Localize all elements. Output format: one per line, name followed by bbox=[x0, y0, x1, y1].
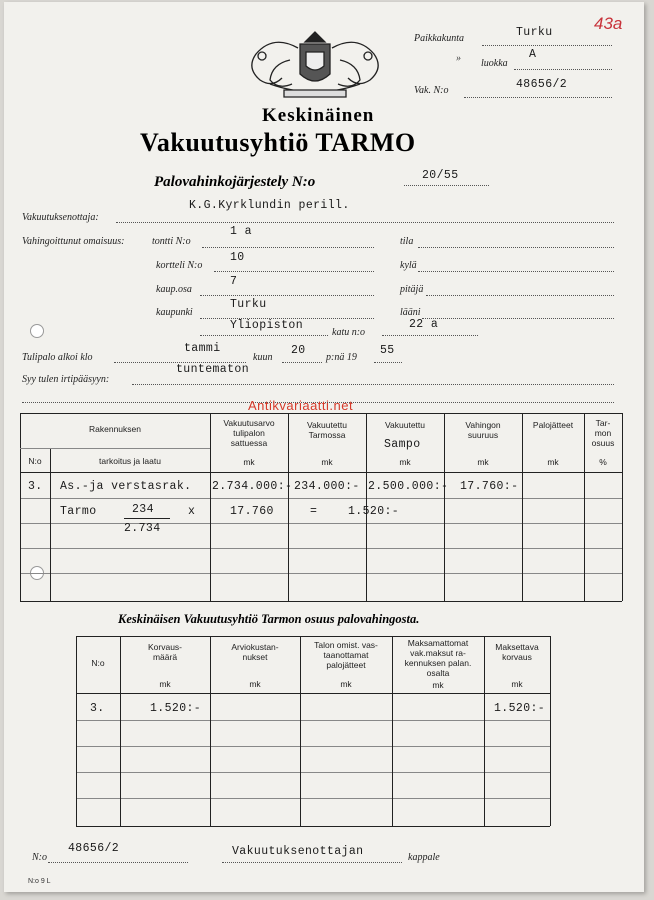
t2-th-maksettava: Maksettava korvaus bbox=[495, 642, 539, 662]
th-rakennuksen: Rakennuksen bbox=[89, 424, 141, 434]
document-page: Paikkakunta Turku 43a » luokka A Vak. N:o 48656/2 Keskinäinen Vakuutusyhtiö TARMO Palovahinkojärjestely N:o 20/55 Vakuutuksenottaja: K.G.Kyrklundin perill. Vahingoittunut omaisuus: tontti N:o 1 a tila kortteli N:o 10 kylä kaup.osa 7 pitäjä kaupunki Turku lääni Yliopiston katu n:o 22 a Tulipalo alkoi klo tammi kuun 20 p:nä 19 55 Syy tulen irtipääsyyn: tuntematon Antikvariaatti.net Rakennuksen N:o tarkoitus ja laatu Vakuutusarvo tulipalon sattuessa mk Vakuutettu Tarmossa mk Vakuutettu Sampo mk Vahingon suuruus mk Palojätteet mk Tar- mon osuus % 3. As.-ja verstasrak. 2.734.000:- 234.000:- 2.500.000:- 17.760:- Tarmo 234 x 17.760 = 1.520:- 2.734 Keskinäisen Vakuutusyhtiö Tarmon osuus palovahingosta. N:o Korvaus- määrä mk Arviokustan- nukset mk Talon omist. vas- taanottamat palojätteet mk Maksamattomat vak.maksut ra- kennuksen palan. osalta mk Maksettava korvaus mk 3. 1.520:- 1.520:- N:o 48656/2 Vakuutuksenottajan kappale N:o 9 L bbox=[4, 2, 644, 892]
t2-th-korvausmaara: Korvaus- määrä bbox=[147, 642, 182, 662]
paikkakunta-value: Turku bbox=[516, 26, 553, 39]
section2-title: Keskinäisen Vakuutusyhtiö Tarmon osuus palovahingosta. bbox=[118, 612, 420, 626]
luokka-value: A bbox=[529, 48, 537, 61]
row1-no: 3. bbox=[28, 480, 43, 493]
t2-row1-maksettava: 1.520:- bbox=[494, 702, 546, 715]
t2-row1-no: 3. bbox=[90, 702, 105, 715]
crest-emblem bbox=[240, 24, 390, 102]
form-code: N:o 9 L bbox=[28, 878, 51, 885]
footer-kappale-value: Vakuutuksenottajan bbox=[232, 845, 364, 858]
katu-no-value: 22 a bbox=[409, 318, 439, 331]
syy-value: tuntematon bbox=[176, 363, 250, 376]
footer-kappale-label: kappale bbox=[408, 852, 440, 863]
vakuutuksenottaja-label: Vakuutuksenottaja: bbox=[22, 212, 99, 223]
kaupunki-label: kaupunki bbox=[156, 307, 193, 318]
katu-label: katu n:o bbox=[332, 327, 366, 338]
paiva-value: 20 bbox=[291, 344, 306, 357]
calc-denominator: 2.734 bbox=[124, 522, 161, 535]
kuu-value: tammi bbox=[184, 342, 221, 355]
vakuutuksenottaja-value: K.G.Kyrklundin perill. bbox=[189, 199, 350, 212]
company-name: Vakuutusyhtiö TARMO bbox=[140, 128, 416, 157]
th-tarmon-osuus: Tar- mon osuus bbox=[591, 418, 615, 448]
pna-label: p:nä 19 bbox=[326, 352, 357, 363]
kuun-label: kuun bbox=[253, 352, 273, 363]
calc-name: Tarmo bbox=[60, 505, 97, 518]
kaupunki-value: Turku bbox=[230, 298, 267, 311]
company-line1: Keskinäinen bbox=[262, 105, 375, 126]
t2-th-no: N:o bbox=[91, 658, 105, 668]
katu-value: Yliopiston bbox=[230, 319, 304, 332]
subtitle-value: 20/55 bbox=[422, 169, 459, 182]
tila-label: tila bbox=[400, 236, 414, 247]
pitaja-label: pitäjä bbox=[400, 284, 424, 295]
th-vahingon: Vahingon suuruus bbox=[465, 420, 501, 440]
row1-vakuutusarvo: 2.734.000:- bbox=[212, 480, 293, 493]
row1-tarkoitus: As.-ja verstasrak. bbox=[60, 480, 192, 493]
th-vakuutettu: Vakuutettu bbox=[384, 420, 425, 430]
th-vakuutusarvo: Vakuutusarvo tulipalon sattuessa bbox=[223, 418, 275, 448]
calc-times: x bbox=[188, 505, 196, 518]
kaup-osa-value: 7 bbox=[230, 275, 238, 288]
th-tarkoitus: tarkoitus ja laatu bbox=[99, 456, 161, 466]
watermark: Antikvariaatti.net bbox=[248, 398, 354, 413]
tulipalo-label: Tulipalo alkoi klo bbox=[22, 352, 93, 363]
paikkakunta-label: Paikkakunta bbox=[414, 33, 464, 44]
kortteli-value: 10 bbox=[230, 251, 245, 264]
th-tarmossa: Vakuutettu Tarmossa bbox=[306, 420, 347, 440]
th-no: N:o bbox=[28, 456, 42, 466]
laani-label: lääni bbox=[400, 307, 421, 318]
vakuutettu-company: Sampo bbox=[384, 438, 421, 451]
calc-numerator: 234 bbox=[132, 503, 154, 516]
syy-label: Syy tulen irtipääsyyn: bbox=[22, 374, 110, 385]
kortteli-label: kortteli N:o bbox=[156, 260, 203, 271]
subtitle: Palovahinkojärjestely N:o bbox=[154, 174, 316, 190]
vuosi-value: 55 bbox=[380, 344, 395, 357]
vak-label: Vak. N:o bbox=[414, 85, 449, 96]
row1-tarmossa: 234.000:- bbox=[294, 480, 360, 493]
t2-th-talon-omist: Talon omist. vas- taanottamat palojätteet bbox=[314, 640, 378, 670]
footer-no-value: 48656/2 bbox=[68, 842, 120, 855]
row1-muualla: 2.500.000:- bbox=[368, 480, 449, 493]
th-palojatteet: Palojätteet bbox=[532, 420, 574, 430]
luokka-label: luokka bbox=[481, 58, 508, 69]
kyla-label: kylä bbox=[400, 260, 417, 271]
calc-amount: 17.760 bbox=[230, 505, 274, 518]
t2-th-maksamattomat: Maksamattomat vak.maksut ra- kennuksen palan. osalta bbox=[404, 638, 472, 678]
calc-equals: = bbox=[310, 505, 318, 518]
calc-result: 1.520:- bbox=[348, 505, 400, 518]
row1-vahinko: 17.760:- bbox=[460, 480, 519, 493]
handwritten-mark: 43a bbox=[594, 14, 623, 33]
footer-no-label: N:o bbox=[32, 852, 47, 863]
tontti-value: 1 a bbox=[230, 225, 252, 238]
punch-hole-top bbox=[30, 324, 44, 338]
kaup-osa-label: kaup.osa bbox=[156, 284, 192, 295]
tontti-label: tontti N:o bbox=[152, 236, 191, 247]
vak-value: 48656/2 bbox=[516, 78, 568, 91]
omaisuus-label: Vahingoittunut omaisuus: bbox=[22, 236, 125, 247]
t2-row1-korvausmaara: 1.520:- bbox=[150, 702, 202, 715]
t2-th-arviokustannukset: Arviokustan- nukset bbox=[231, 642, 279, 662]
